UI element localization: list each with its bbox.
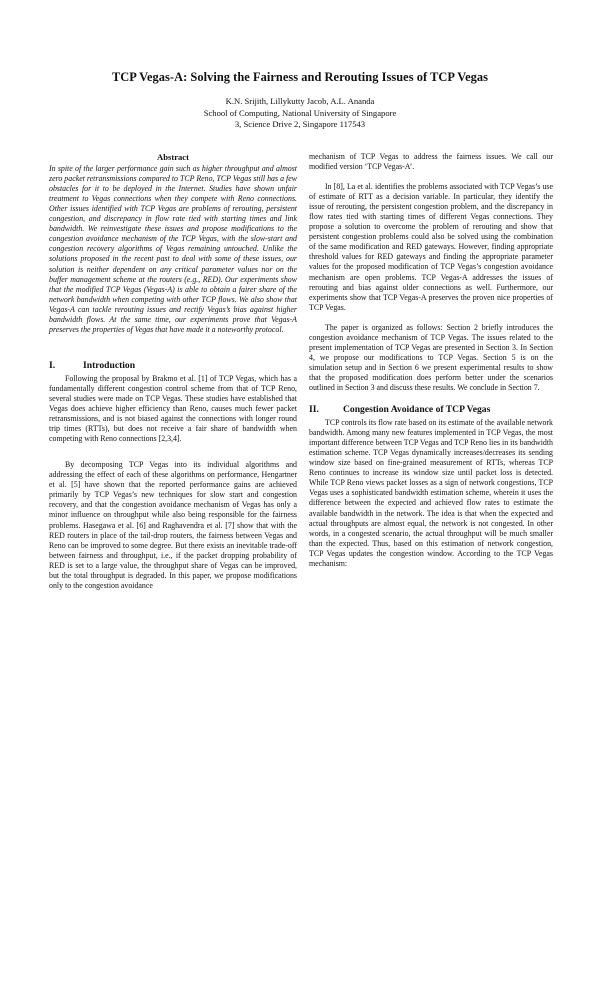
- section-1-heading: [49, 361, 297, 371]
- section-2-number: II.: [309, 404, 319, 416]
- section-1-title: Introduction: [83, 359, 136, 371]
- right-column-continuation: mechanism of TCP Vegas to address the fairness issues. We call our modified version ‘TCP Vegas-A’.: [309, 152, 553, 172]
- author-address: 3, Science Drive 2, Singapore 117543: [234, 119, 366, 130]
- right-column-paragraph-2: The paper is organized as follows: Section 2 briefly introduces the congestion avoidance mechanism of TCP Vegas. The issues related to the present implementation of TCP Vegas are presented in Section 3. In Section 4, we propose our modifications to TCP Vegas. Section 5 is on the simulation setup and in Section 6 we present experimental results to show that the proposed modification does perform better under the scenarios outlined in Section 3 and discuss these results. We conclude in Section 7.: [309, 322, 553, 392]
- section-1-paragraph-1: Following the proposal by Brakmo et al. [1] of TCP Vegas, which has a fundamentally different congestion control scheme from that of TCP Reno, several studies were made on TCP Vegas. These studies have established that Vegas does achieve higher efficiency than Reno, causes much fewer packet retransmissions, and is not biased against the connections with longer round trip times (RTTs), but does not receive a fair share of bandwidth when competing with Reno connections [2,3,4].: [49, 373, 297, 444]
- author-names: K.N. Srijith, Lillykutty Jacob, A.L. Ananda: [225, 96, 375, 106]
- section-2-paragraph-1: TCP controls its flow rate based on its estimate of the available network bandwidth. Among many new features implemented in TCP Vegas, the most important difference between TCP Vegas and TCP Reno lies in its bandwidth estimation scheme. TCP Vegas dynamically increases/decreases its sending window size based on fine-grained measurement of RTTs, whereas TCP Reno continues to increase its window size until packet loss is detected. While TCP Reno views packet losses as a sign of network congestions, TCP Vegas uses a sophisticated bandwidth estimation scheme, wherein it uses the difference between the expected and achieved flow rates to estimate the available bandwidth in the network. The idea is that when the expected and actual throughputs are almost equal, the network is not congested. In other words, in a congested scenario, the actual throughput will be much smaller than the expected. Thus, based on this estimation of network congestion, TCP Vegas updates the congestion window. According to the TCP Vegas mechanism:: [309, 418, 553, 568]
- left-column: [49, 152, 297, 591]
- section-1-number: I.: [49, 359, 56, 371]
- author-block: [0, 96, 600, 131]
- section-2-title: Congestion Avoidance of TCP Vegas: [343, 404, 491, 416]
- section-1-paragraph-2: By decomposing TCP Vegas into its individual algorithms and addressing the effect of each of these algorithms on performance, Hengartner et al. [5] have shown that the reported performance gains are achieved primarily by TCP Vegas’s new techniques for slow start and congestion recovery, and that the congestion avoidance mechanism of Vegas has only a minor influence on throughput while also being responsible for the fairness problems. Hasegawa et al. [6] and Raghavendra et al. [7] show that with the RED routers in place of the tail-drop routers, the fairness between Vegas and Reno can be improved to some degree. But there exists an inevitable trade-off between fairness and throughput, i.e., if the packet dropping probability of RED is set to a large value, the throughput share of Vegas can be improved, but the total throughput is degraded. In this paper, we propose modifications only to the congestion avoidance: [49, 460, 297, 590]
- abstract-text: In spite of the larger performance gain such as higher throughput and almost zero packet retransmissions compared to TCP Reno, TCP Vegas still has a few obstacles for it to be deployed in the Internet. Studies have shown unfair treatment to Vegas connections when they compete with Reno connections. Other issues identified with TCP Vegas are problems of rerouting, persistent congestion, and discrepancy in flow rate tied with starting times and link bandwidth. We reinvestigate these issues and propose modifications to the congestion avoidance mechanism of the TCP Vegas, with the slow-start and congestion recovery algorithms of Vegas remaining untouched. Unlike the solutions proposed in the recent past to deal with some of these issues, our solution is neither dependent on any critical parameter values nor on the buffer management scheme at the routers (e.g., RED). Our experiments show that the modified TCP Vegas (Vegas-A) is able to obtain a fairer share of the network bandwidth when competing with other TCP flows. We also show that Vegas-A can tackle rerouting issues and rectify Vegas’s bias against higher bandwidth flows. At the same time, our experiments prove that Vegas-A preserves the properties of Vegas that have made it a noteworthy protocol.: [49, 164, 297, 334]
- right-column-paragraph-1: In [8], La et al. identifies the problems associated with TCP Vegas’s use of estimate of RTT as a decision variable. In particular, they identify the issue of rerouting, the persistent congestion problem, and the discrepancy in flow rates tied with starting times of different Vegas connections. They propose a solution to overcome the problem of rerouting and show that persistent congestion problems could also be solved using the combination of the same modification and RED gateways. However, finding appropriate threshold values for RED gateways and finding the appropriate parameter values for the proposed modification of TCP Vegas’s congestion avoidance mechanism are open problems. TCP Vegas-A addresses the issues of rerouting and bias against older connections as well. Furthermore, our experiments show that TCP Vegas-A preserves the proven nice properties of TCP Vegas.: [309, 182, 553, 312]
- abstract-heading: Abstract: [157, 152, 189, 162]
- right-column: [309, 152, 553, 569]
- section-2-heading: [309, 405, 553, 415]
- paper-title: TCP Vegas-A: Solving the Fairness and Rerouting Issues of TCP Vegas: [111, 70, 489, 84]
- author-affiliation: School of Computing, National University of Singapore: [203, 107, 397, 118]
